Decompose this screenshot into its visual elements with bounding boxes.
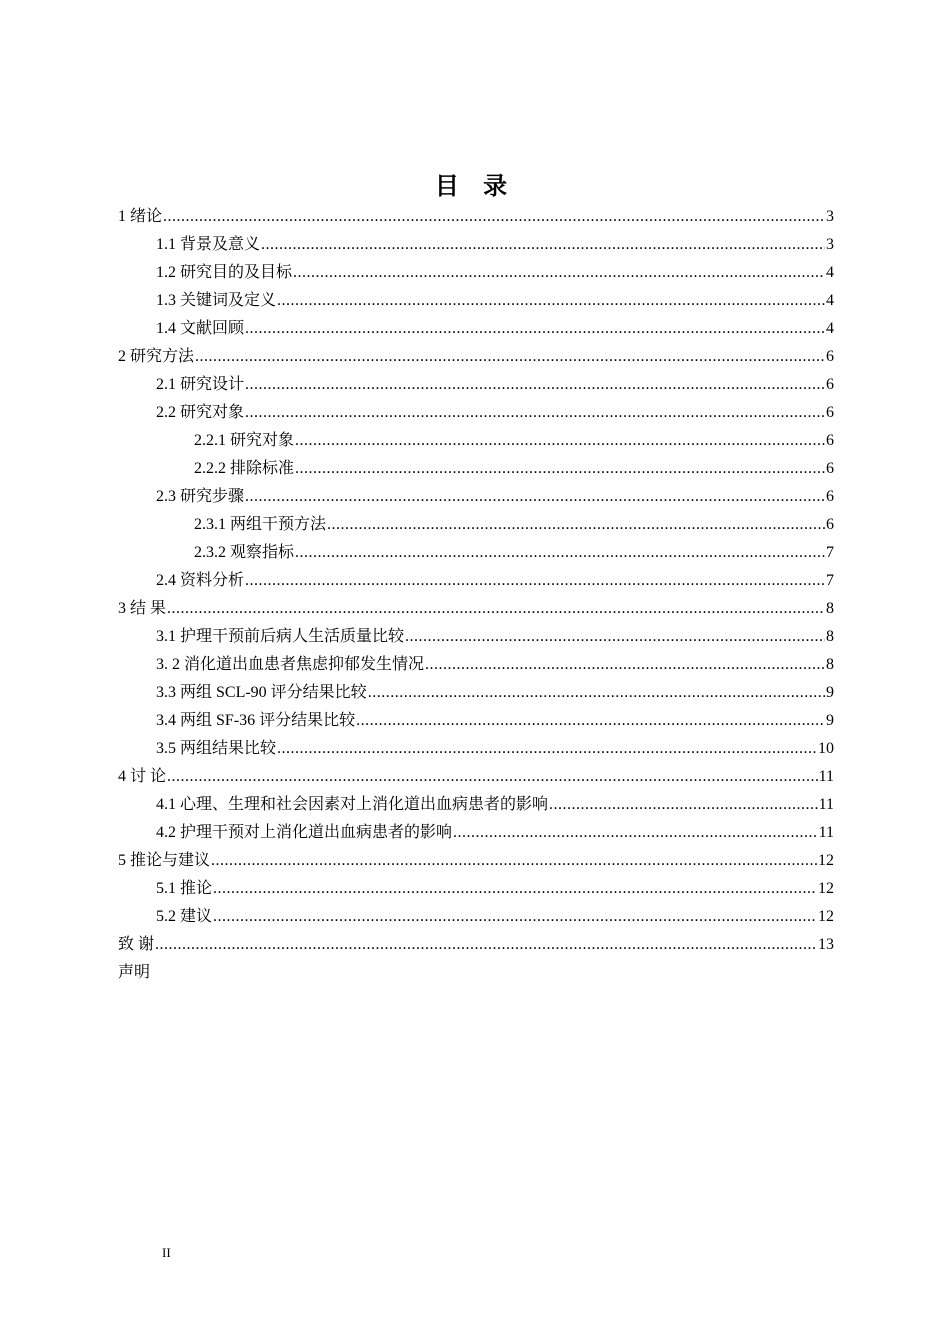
- toc-entry-title: 2.2 研究对象: [156, 404, 245, 421]
- toc-entry[interactable]: [118, 763, 834, 791]
- toc-entry[interactable]: [118, 399, 834, 427]
- toc-dot-leader: [211, 847, 817, 875]
- toc-entry[interactable]: [118, 903, 834, 931]
- toc-entry[interactable]: [118, 287, 834, 315]
- toc-dot-leader: [245, 567, 825, 595]
- toc-entry-title: 致 谢: [118, 936, 155, 953]
- toc-entry[interactable]: [118, 959, 834, 987]
- toc-entry-title: 1.2 研究目的及目标: [156, 264, 293, 281]
- toc-dot-leader: [195, 343, 825, 371]
- toc-entry-title: 3.1 护理干预前后病人生活质量比较: [156, 628, 405, 645]
- toc-entry-page: 10: [818, 740, 834, 757]
- toc-entry[interactable]: [118, 567, 834, 595]
- toc-entry-title: 4 讨 论: [118, 768, 167, 785]
- toc-entry[interactable]: [118, 735, 834, 763]
- toc-entry[interactable]: [118, 343, 834, 371]
- toc-entry[interactable]: [118, 511, 834, 539]
- toc-entry-page: 13: [818, 936, 834, 953]
- toc-entry-page: 7: [826, 544, 834, 561]
- toc-dot-leader: [295, 455, 825, 483]
- toc-entry-page: 4: [826, 320, 834, 337]
- toc-entry-page: 12: [818, 852, 834, 869]
- table-of-contents: [118, 203, 834, 987]
- toc-entry-page: 9: [826, 684, 834, 701]
- toc-entry[interactable]: [118, 791, 834, 819]
- page-title: 目 录: [434, 172, 516, 200]
- toc-entry-title: 2.1 研究设计: [156, 376, 245, 393]
- toc-dot-leader: [245, 483, 825, 511]
- toc-entry[interactable]: [118, 847, 834, 875]
- toc-dot-leader: [368, 679, 825, 707]
- toc-entry[interactable]: [118, 315, 834, 343]
- toc-dot-leader: [277, 735, 817, 763]
- toc-entry-title: 1.4 文献回顾: [156, 320, 245, 337]
- toc-dot-leader: [277, 287, 825, 315]
- toc-entry[interactable]: [118, 623, 834, 651]
- toc-entry-page: 8: [826, 628, 834, 645]
- toc-entry-page: 6: [826, 460, 834, 477]
- toc-dot-leader: [293, 259, 825, 287]
- toc-entry-page: 6: [826, 432, 834, 449]
- toc-entry[interactable]: [118, 707, 834, 735]
- toc-dot-leader: [405, 623, 825, 651]
- toc-entry[interactable]: [118, 819, 834, 847]
- toc-entry[interactable]: [118, 203, 834, 231]
- toc-dot-leader: [425, 651, 825, 679]
- toc-entry[interactable]: [118, 875, 834, 903]
- toc-dot-leader: [453, 819, 818, 847]
- toc-entry[interactable]: [118, 455, 834, 483]
- page-number: II: [162, 1245, 171, 1260]
- toc-entry-page: 11: [818, 768, 834, 785]
- toc-entry-page: 9: [826, 712, 834, 729]
- toc-entry-page: 6: [826, 404, 834, 421]
- toc-entry-page: 12: [818, 880, 834, 897]
- toc-entry[interactable]: [118, 539, 834, 567]
- toc-entry[interactable]: [118, 483, 834, 511]
- toc-entry-title: 1.3 关键词及定义: [156, 292, 277, 309]
- toc-entry-page: 3: [826, 208, 834, 225]
- toc-entry[interactable]: [118, 231, 834, 259]
- toc-entry-page: 4: [826, 264, 834, 281]
- toc-entry-title: 3.3 两组 SCL-90 评分结果比较: [156, 684, 367, 701]
- toc-entry-page: 7: [826, 572, 834, 589]
- toc-entry-title: 2.3.1 两组干预方法: [194, 516, 327, 533]
- toc-dot-leader: [295, 539, 825, 567]
- toc-entry[interactable]: [118, 371, 834, 399]
- toc-entry-title: 1.1 背景及意义: [156, 236, 261, 253]
- toc-dot-leader: [261, 231, 825, 259]
- toc-dot-leader: [167, 595, 825, 623]
- toc-dot-leader: [155, 931, 817, 959]
- toc-entry-title: 3. 2 消化道出血患者焦虑抑郁发生情况: [156, 656, 425, 673]
- toc-entry-title: 2.4 资料分析: [156, 572, 245, 589]
- toc-dot-leader: [327, 511, 825, 539]
- toc-entry-page: 3: [826, 236, 834, 253]
- toc-entry-title: 5.1 推论: [156, 880, 213, 897]
- toc-entry-page: 12: [818, 908, 834, 925]
- toc-entry-page: 6: [826, 516, 834, 533]
- toc-entry-title: 3.4 两组 SF-36 评分结果比较: [156, 712, 356, 729]
- toc-entry-page: 11: [818, 796, 834, 813]
- toc-entry[interactable]: [118, 679, 834, 707]
- toc-entry-title: 3 结 果: [118, 600, 167, 617]
- toc-entry-title: 2.3 研究步骤: [156, 488, 245, 505]
- toc-entry-title: 1 绪论: [118, 208, 163, 225]
- toc-dot-leader: [245, 371, 825, 399]
- toc-entry-page: 4: [826, 292, 834, 309]
- toc-entry-page: 6: [826, 348, 834, 365]
- toc-entry-title: 2 研究方法: [118, 348, 195, 365]
- toc-dot-leader: [213, 903, 817, 931]
- toc-entry-page: 8: [826, 656, 834, 673]
- toc-entry[interactable]: [118, 427, 834, 455]
- toc-entry-page: 8: [826, 600, 834, 617]
- toc-entry-title: 5 推论与建议: [118, 852, 211, 869]
- toc-entry-page: 6: [826, 488, 834, 505]
- toc-entry[interactable]: [118, 651, 834, 679]
- toc-entry[interactable]: [118, 931, 834, 959]
- toc-dot-leader: [167, 763, 818, 791]
- toc-dot-leader: [356, 707, 825, 735]
- toc-entry-title: 2.2.2 排除标准: [194, 460, 295, 477]
- toc-dot-leader: [245, 399, 825, 427]
- toc-entry-page: 11: [818, 824, 834, 841]
- toc-entry-title: 声明: [118, 964, 151, 981]
- toc-entry-title: 4.1 心理、生理和社会因素对上消化道出血病患者的影响: [156, 796, 549, 813]
- toc-dot-leader: [295, 427, 825, 455]
- toc-dot-leader: [213, 875, 817, 903]
- toc-entry-title: 4.2 护理干预对上消化道出血病患者的影响: [156, 824, 453, 841]
- toc-entry[interactable]: [118, 259, 834, 287]
- toc-entry[interactable]: [118, 595, 834, 623]
- toc-dot-leader: [549, 791, 818, 819]
- toc-entry-title: 2.3.2 观察指标: [194, 544, 295, 561]
- toc-dot-leader: [163, 203, 825, 231]
- toc-dot-leader: [245, 315, 825, 343]
- toc-entry-title: 5.2 建议: [156, 908, 213, 925]
- toc-entry-title: 2.2.1 研究对象: [194, 432, 295, 449]
- toc-entry-title: 3.5 两组结果比较: [156, 740, 277, 757]
- toc-entry-page: 6: [826, 376, 834, 393]
